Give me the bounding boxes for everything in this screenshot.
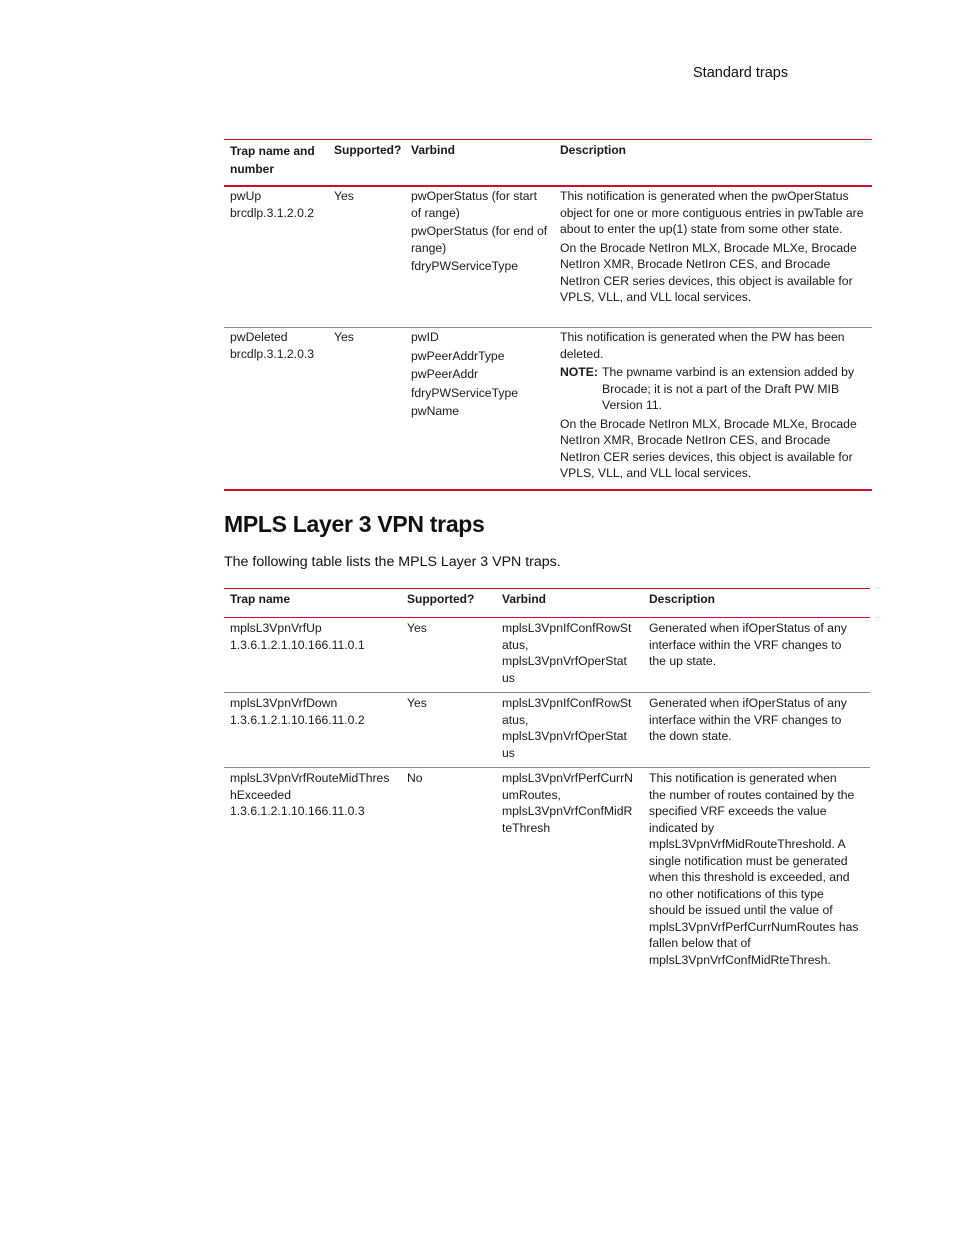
varbind-line: mplsL3VpnIfConfRowSt [502, 696, 632, 710]
varbind-item: fdryPWServiceType [411, 385, 519, 400]
description-line: the up state. [649, 654, 717, 668]
supported-cell: Yes [407, 696, 427, 710]
note-text: The pwname varbind is an extension added by Brocade; it is not a part of the Draft PW MIB Version 11. [602, 365, 855, 412]
description-line: specified VRF exceeds the value [649, 804, 827, 818]
varbind-line: atus, [502, 637, 529, 652]
description-line: the down state. [649, 729, 732, 743]
description-text: This notification is generated when the pwOperStatus object for one or more contiguous entries in pwTable are about to enter the up(1) state from some other state. [560, 189, 864, 236]
running-header: Standard traps [693, 65, 789, 81]
col-header-trap-name: Trap name [230, 592, 291, 606]
description-line: This notification is generated when [649, 771, 837, 785]
varbind-line: mplsL3VpnVrfPerfCurrN [502, 771, 633, 785]
description-text: On the Brocade NetIron MLX, Brocade MLXe, Brocade NetIron XMR, Brocade NetIron CES, and Brocade NetIron CER series devices, this object is available for VPLS, VLL, and VLL local services. [560, 240, 857, 304]
description-line: should be issued until the value of [649, 903, 833, 917]
trap-name: hExceeded [230, 787, 291, 802]
trap-oid: 1.3.6.1.2.1.10.166.11.0.3 [230, 804, 365, 818]
description-text: On the Brocade NetIron MLX, Brocade MLXe, Brocade NetIron XMR, Brocade NetIron CES, and Brocade NetIron CER series devices, this object is available for VPLS, VLL, and VLL local services. [560, 416, 857, 480]
trap-name: mplsL3VpnVrfUp [230, 621, 322, 635]
varbind-item: pwName [411, 404, 460, 418]
header-rule [224, 617, 870, 618]
description-cell [560, 188, 866, 306]
description-line: interface within the VRF changes to [649, 637, 842, 652]
description-line: Generated when ifOperStatus of any [649, 696, 847, 710]
description-line: indicated by [649, 820, 715, 835]
pw-traps-table [224, 139, 872, 492]
section-intro: The following table lists the MPLS Layer 3 VPN traps. [224, 554, 561, 570]
description-line: Generated when ifOperStatus of any [649, 621, 847, 635]
varbind-line: mplsL3VpnVrfConfMidR [502, 804, 633, 818]
col-header-trap-name: Trap name and number [230, 144, 315, 176]
mpls-l3vpn-traps-table [224, 588, 870, 978]
trap-oid: 1.3.6.1.2.1.10.166.11.0.2 [230, 712, 365, 727]
trap-name-cell [230, 188, 330, 221]
varbind-line: mplsL3VpnVrfOperStat [502, 729, 627, 743]
trap-oid: brcdlp.3.1.2.0.2 [230, 205, 315, 220]
varbind-line: atus, [502, 712, 529, 727]
col-header-varbind: Varbind [411, 143, 456, 157]
trap-oid: 1.3.6.1.2.1.10.166.11.0.1 [230, 637, 365, 652]
table-bottom-rule [224, 489, 872, 491]
varbind-line: mplsL3VpnVrfOperStat [502, 654, 627, 668]
col-header-description: Description [560, 143, 627, 157]
col-header-description: Description [649, 592, 716, 606]
varbind-line: us [502, 670, 515, 685]
supported-cell: Yes [334, 330, 354, 344]
col-header-supported: Supported? [334, 143, 402, 157]
varbind-item: fdryPWServiceType [411, 259, 519, 273]
description-cell [649, 695, 870, 745]
description-line: single notification must be generated [649, 853, 848, 868]
varbind-line: umRoutes, [502, 787, 561, 802]
note-block [560, 364, 866, 414]
trap-name: pwUp [230, 189, 262, 203]
supported-cell: Yes [407, 621, 427, 635]
varbind-item: pwPeerAddr [411, 367, 479, 381]
trap-name-cell [230, 770, 402, 820]
trap-oid: brcdlp.3.1.2.0.3 [230, 346, 315, 361]
varbind-item: pwOperStatus (for start of range) [411, 189, 537, 220]
trap-name-cell [230, 695, 402, 728]
varbind-item: pwID [411, 330, 439, 344]
varbind-cell [411, 188, 549, 275]
varbind-line: us [502, 745, 515, 760]
description-line: mplsL3VpnVrfConfMidRteThresh. [649, 952, 831, 967]
trap-name-cell [230, 329, 330, 362]
varbind-line: mplsL3VpnIfConfRowSt [502, 621, 632, 635]
varbind-line: teThresh [502, 820, 551, 835]
table-top-rule [224, 588, 870, 589]
description-line: interface within the VRF changes to [649, 712, 842, 727]
trap-name: mplsL3VpnVrfRouteMidThres [230, 771, 390, 785]
description-cell [649, 620, 870, 670]
description-text: This notification is generated when the PW has been deleted. [560, 330, 845, 361]
varbind-item: pwPeerAddrType [411, 348, 505, 363]
description-line: when this threshold is exceeded, and [649, 870, 850, 884]
row-divider [224, 327, 872, 328]
supported-cell: Yes [334, 189, 354, 203]
col-header-supported: Supported? [407, 592, 475, 606]
supported-cell: No [407, 771, 423, 785]
varbind-cell [502, 695, 642, 761]
col-header-varbind: Varbind [502, 592, 547, 606]
varbind-cell [502, 620, 642, 686]
row-divider [224, 692, 870, 693]
row-divider [224, 767, 870, 768]
varbind-item: pwOperStatus (for end of range) [411, 224, 548, 255]
table-top-rule [224, 139, 872, 140]
description-line: mplsL3VpnVrfMidRouteThreshold. A [649, 837, 846, 851]
trap-name: mplsL3VpnVrfDown [230, 696, 338, 710]
note-label: NOTE: [560, 365, 598, 379]
description-line: no other notifications of this type [649, 886, 824, 901]
description-cell [649, 770, 870, 968]
trap-name-cell [230, 620, 402, 653]
varbind-cell [502, 770, 642, 836]
description-line: mplsL3VpnVrfPerfCurrNumRoutes has [649, 919, 859, 934]
description-cell [560, 329, 866, 482]
varbind-cell [411, 329, 549, 420]
section-heading: MPLS Layer 3 VPN traps [224, 511, 485, 537]
description-line: fallen below that of [649, 936, 751, 950]
header-rule [224, 185, 872, 187]
description-line: the number of routes contained by the [649, 787, 855, 802]
trap-name: pwDeleted [230, 330, 288, 344]
